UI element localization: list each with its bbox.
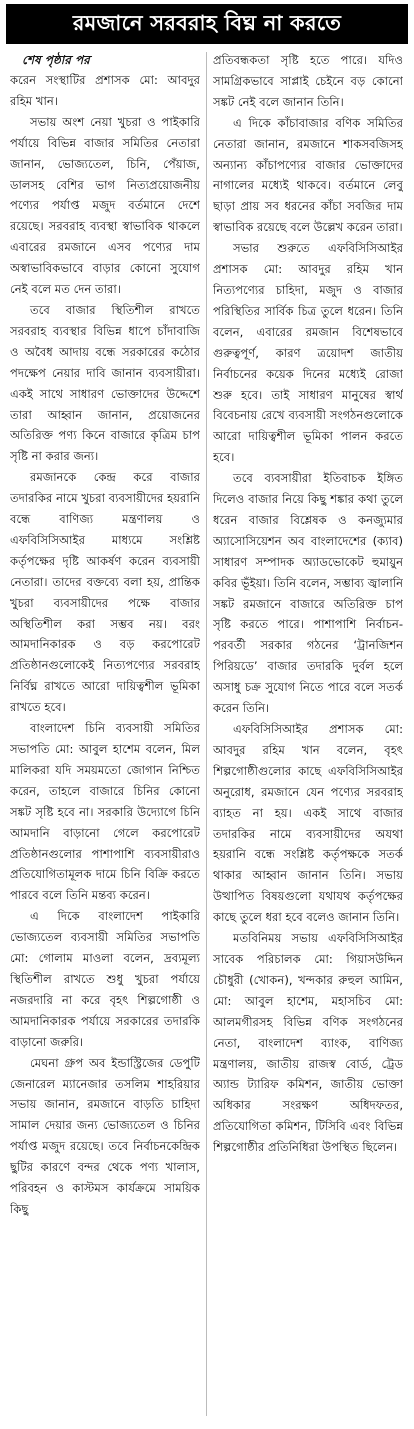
column-divider [206, 52, 207, 1416]
article-paragraph: বাংলাদেশ চিনি ব্যবসায়ী সমিতির সভাপতি মো: আবুল হাশেম বলেন, মিল মালিকরা যদি সময়মতো জোগান নিশ্চিত করেন, তাহলে বাজারে চিনির কোনো সঙ্কট সৃষ্টি হবে না। সরকারি উদ্যোগে চিনি আমদানি বাড়ানো গেলে করপোরেট প্রতিষ্ঠানগুলোর পাশাপাশি ব্যবসায়ীরাও প্রতিযোগিতামূলক দামে চিনি বিক্রি করতে পারবে বলে তিনি মন্তব্য করেন। [10, 721, 200, 903]
article-paragraph: এ দিকে বাংলাদেশ পাইকারি ভোজ্যতেল ব্যবসায়ী সমিতির সভাপতি মো: গোলাম মাওলা বলেন, দ্রব্যমূল্য স্থিতিশীল রাখতে শুধু খুচরা পর্যায়ে নজরদারি না করে বৃহৎ শিল্পগোষ্ঠী ও আমদানিকারক পর্যায়ে সরকারের তদারকি বাড়ানো জরুরি। [10, 909, 200, 1049]
article-paragraph: এফবিসিসিআইর প্রশাসক মো: আবদুর রহিম খান বলেন, বৃহৎ শিল্পগোষ্ঠীগুলোর কাছে এফবিসিসিআইর অনুরোধ, রমজানে যেন পণ্যের সরবরাহ ব্যাহত না হয়। একই সাথে বাজার তদারকির নামে ব্যবসায়ীদের অযথা হয়রানি বন্ধে সংশ্লিষ্ট কর্তৃপক্ষকে সতর্ক থাকার আহ্বান জানান তিনি। সভায় উত্থাপিত বিষয়গুলো যথাযথ কর্তৃপক্ষের কাছে তুলে ধরা হবে বলেও জানান তিনি। [213, 722, 403, 925]
headline-bar [6, 4, 408, 44]
article-paragraph: মেঘনা গ্রুপ অব ইন্ডাস্ট্রিজের ডেপুটি জেনারেল ম্যানেজার তসলিম শাহরিয়ার সভায় জানান, রমজানে বাড়তি চাহিদা সামাল দেয়ার জন্য ভোজ্যতেল ও চিনির পর্যাপ্ত মজুদ রয়েছে। তবে নির্বাচনকেন্দ্রিক ছুটির কারণে বন্দর থেকে পণ্য খালাস, পরিবহন ও কাস্টমস কার্যক্রমে সাময়িক কিছু [10, 1055, 200, 1216]
headline: রমজানে সরবরাহ বিঘ্ন না করতে [72, 10, 342, 35]
article-column-left [10, 50, 200, 1420]
article-paragraph: তবে ব্যবসায়ীরা ইতিবাচক ইঙ্গিত দিলেও বাজার নিয়ে কিছু শঙ্কার কথা তুলে ধরেন বাজার বিশ্লেষক ও কনজ্যুমার অ্যাসোসিয়েশন অব বাংলাদেশের (ক্যাব) সাধারণ সম্পাদক অ্যাডভোকেট হুমায়ুন কবির ভূঁইয়া। তিনি বলেন, সম্ভাব্য জ্বালানি সঙ্কট রমজানে বাজারে অতিরিক্ত চাপ সৃষ্টি করতে পারে। পাশাপাশি নির্বাচন-পরবর্তী সরকার গঠনের ‘ট্রানজিশন পিরিয়ডে’ বাজার তদারকি দুর্বল হলে অসাধু চক্র সুযোগ নিতে পারে বলে সতর্ক করেন তিনি। [213, 471, 403, 716]
article-column-right [213, 50, 403, 1420]
article-paragraph: সভার শুরুতে এফবিসিসিআইর প্রশাসক মো: আবদুর রহিম খান নিত্যপণ্যের চাহিদা, মজুদ ও বাজার পরিস্থিতির সার্বিক চিত্র তুলে ধরেন। তিনি বলেন, এবারের রমজান বিশেষভাবে গুরুত্বপূর্ণ, কারণ ত্রয়োদশ জাতীয় নির্বাচনের কয়েক দিনের মধ্যেই রোজা শুরু হবে। তাই সাধারণ মানুষের স্বার্থ বিবেচনায় রেখে ব্যবসায়ী সংগঠনগুলোকে আরো দায়িত্বশীল ভূমিকা পালন করতে হবে। [213, 241, 403, 465]
article-paragraph: করেন সংস্থাটির প্রশাসক মো: আবদুর রহিম খান। [10, 73, 200, 108]
article-paragraph: সভায় অংশ নেয়া খুচরা ও পাইকারি পর্যায়ে বিভিন্ন বাজার সমিতির নেতারা জানান, ভোজ্যতেল, চিনি, পেঁয়াজ, ডালসহ বেশির ভাগ নিত্যপ্রয়োজনীয় পণ্যের পর্যাপ্ত মজুদ বর্তমানে দেশে রয়েছে। সরবরাহ ব্যবস্থা স্বাভাবিক থাকলে এবারের রমজানে এসব পণ্যের দাম অস্বাভাবিকভাবে বাড়ার কোনো সুযোগ নেই বলে মত দেন তারা। [10, 114, 200, 297]
article-paragraph: রমজানকে কেন্দ্র করে বাজার তদারকির নামে খুচরা ব্যবসায়ীদের হয়রানি বন্ধে বাণিজ্য মন্ত্রণালয় ও এফবিসিসিআইর মাধ্যমে সংশ্লিষ্ট কর্তৃপক্ষের দৃষ্টি আকর্ষণ করেন ব্যবসায়ী নেতারা। তাদের বক্তব্যে বলা হয়, প্রান্তিক খুচরা ব্যবসায়ীদের পক্ষে বাজার অস্থিতিশীল করা সম্ভব নয়। বরং আমদানিকারক ও বড় করপোরেট প্রতিষ্ঠানগুলোকেই নিত্যপণ্যের সরবরাহ নির্বিঘ্ন রাখতে আরো দায়িত্বশীল ভূমিকা রাখতে হবে। [10, 470, 200, 715]
article-paragraph: প্রতিবন্ধকতা সৃষ্টি হতে পারে। যদিও সামগ্রিকভাবে সাপ্লাই চেইনে বড় কোনো সঙ্কট নেই বলে জানান তিনি। [213, 53, 403, 109]
article-paragraph: এ দিকে কাঁচাবাজার বণিক সমিতির নেতারা জানান, রমজানে শাকসবজিসহ অন্যান্য কাঁচাপণ্যের বাজার ভোক্তাদের নাগালের মধ্যেই থাকবে। বর্তমানে লেবু ছাড়া প্রায় সব ধরনের কাঁচা সবজির দাম স্বাভাবিক রয়েছে বলে উল্লেখ করেন তারা। [213, 115, 403, 235]
article-paragraph: তবে বাজার স্থিতিশীল রাখতে সরবরাহ ব্যবস্থার বিভিন্ন ধাপে চাঁদাবাজি ও অবৈধ আদায় বন্ধে সরকারের কঠোর পদক্ষেপ নেয়ার দাবি জানান ব্যবসায়ীরা। একই সাথে সাধারণ ভোক্তাদের উদ্দেশে তারা আহ্বান জানান, প্রয়োজনের অতিরিক্ত পণ্য কিনে বাজারে কৃত্রিম চাপ সৃষ্টি না করার জন্য। [10, 302, 200, 464]
article-paragraph: মতবিনিময় সভায় এফবিসিসিআইর সাবেক পরিচালক মো: গিয়াসউদ্দিন চৌধুরী (খোকন), খন্দকার রুহুল আমিন, মো: আবুল হাশেম, মহাসচিব মো: আলমগীরসহ বিভিন্ন বণিক সংগঠনের নেতা, বাংলাদেশ ব্যাংক, বাণিজ্য মন্ত্রণালয়, জাতীয় রাজস্ব বোর্ড, ট্রেড অ্যান্ড ট্যারিফ কমিশন, জাতীয় ভোক্তা অধিকার সংরক্ষণ অধিদফতর, প্রতিযোগিতা কমিশন, টিসিবি এবং বিভিন্ন শিল্পগোষ্ঠীর প্রতিনিধিরা উপস্থিত ছিলেন। [213, 931, 403, 1155]
continued-from-label: শেষ পৃষ্ঠার পর [22, 53, 90, 67]
